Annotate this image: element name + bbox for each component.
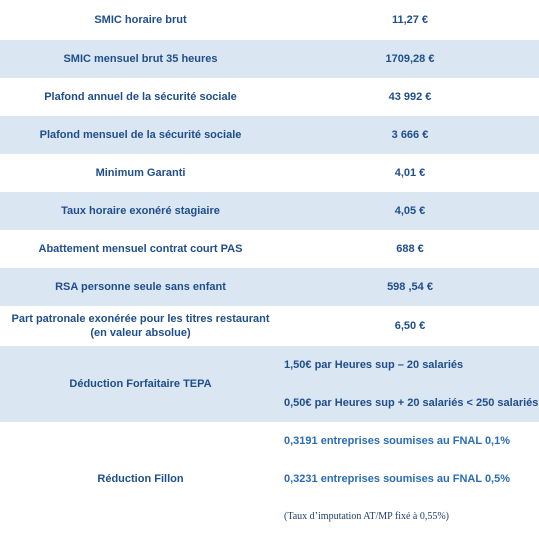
fillon-note: (Taux d’imputation AT/MP fixé à 0,55%) xyxy=(284,511,450,522)
row-label: Taux horaire exonéré stagiaire xyxy=(61,205,220,217)
tepa-line: 1,50€ par Heures sup – 20 salariés xyxy=(284,359,464,371)
tepa-label: Déduction Forfaitaire TEPA xyxy=(69,378,212,390)
row-label: SMIC mensuel brut 35 heures xyxy=(63,53,218,65)
tepa-values xyxy=(281,346,539,422)
table-row xyxy=(0,268,539,306)
fillon-label: Réduction Fillon xyxy=(97,472,184,485)
row-label xyxy=(0,306,281,346)
row-label-line: (en valeur absolue) xyxy=(90,327,191,339)
row-label-line: Part patronale exonérée pour les titres restaurant xyxy=(11,313,270,325)
row-value: 3 666 € xyxy=(391,129,429,141)
row-label: Plafond annuel de la sécurité sociale xyxy=(44,91,237,103)
table-row xyxy=(0,0,539,40)
fillon-line: 0,3191 entreprises soumises au FNAL 0,1% xyxy=(284,435,511,447)
table-row xyxy=(0,154,539,192)
fillon-line: 0,3231 entreprises soumises au FNAL 0,5% xyxy=(284,473,511,485)
table-row-tepa xyxy=(0,346,539,422)
table-row xyxy=(0,306,539,346)
row-value: 4,01 € xyxy=(394,167,426,179)
table-row xyxy=(0,78,539,116)
row-value: 4,05 € xyxy=(394,205,426,217)
row-value: 11,27 € xyxy=(391,14,429,26)
table-row xyxy=(0,40,539,78)
table-row xyxy=(0,116,539,154)
row-label: RSA personne seule sans enfant xyxy=(55,281,226,293)
row-value: 1709,28 € xyxy=(385,53,435,65)
row-value: 598 ,54 € xyxy=(387,281,433,293)
tepa-line: 0,50€ par Heures sup + 20 salariés < 250 salariés xyxy=(284,397,539,409)
table-row xyxy=(0,192,539,230)
fillon-values xyxy=(281,422,539,535)
row-value: 6,50 € xyxy=(394,320,426,332)
row-label: Plafond mensuel de la sécurité sociale xyxy=(39,129,242,141)
table-row-fillon xyxy=(0,422,539,535)
row-label: SMIC horaire brut xyxy=(94,14,187,26)
row-label: Minimum Garanti xyxy=(95,167,186,179)
row-value: 43 992 € xyxy=(388,91,432,103)
table-row xyxy=(0,230,539,268)
row-label: Abattement mensuel contrat court PAS xyxy=(38,243,243,255)
row-value: 688 € xyxy=(396,243,424,255)
